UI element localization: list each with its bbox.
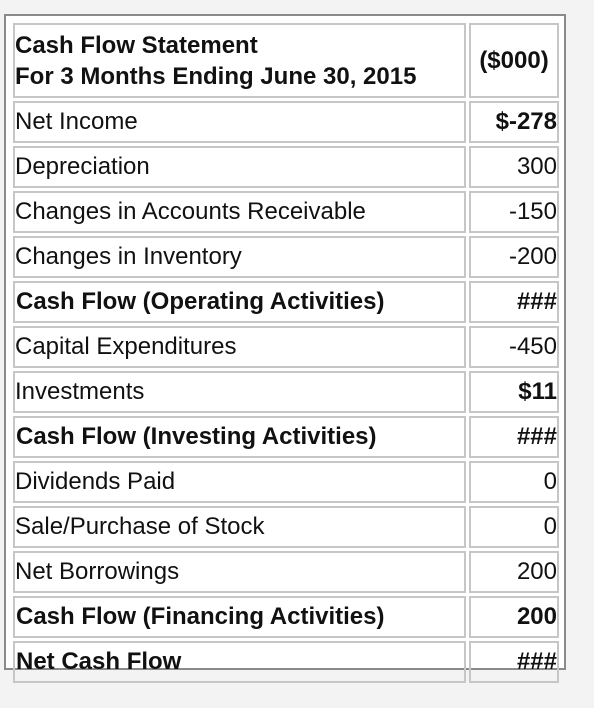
- row-label[interactable]: Dividends Paid: [13, 461, 466, 503]
- row-label[interactable]: Cash Flow (Investing Activities): [13, 416, 466, 458]
- row-value[interactable]: 300: [469, 146, 559, 188]
- row-investments: [13, 371, 559, 413]
- row-inventory: [13, 236, 559, 278]
- row-label[interactable]: Investments: [13, 371, 466, 413]
- statement-title-cell: [13, 23, 466, 98]
- row-label[interactable]: Changes in Inventory: [13, 236, 466, 278]
- row-value[interactable]: 0: [469, 461, 559, 503]
- row-value[interactable]: ###: [469, 416, 559, 458]
- row-value[interactable]: 200: [469, 596, 559, 638]
- row-accounts-receivable: [13, 191, 559, 233]
- row-label[interactable]: Net Income: [13, 101, 466, 143]
- row-label[interactable]: Net Borrowings: [13, 551, 466, 593]
- row-investing-total: [13, 416, 559, 458]
- row-value[interactable]: $11: [469, 371, 559, 413]
- row-operating-total: [13, 281, 559, 323]
- row-stock: [13, 506, 559, 548]
- unit-header: ($000): [469, 23, 559, 98]
- row-label[interactable]: Changes in Accounts Receivable: [13, 191, 466, 233]
- row-value[interactable]: 0: [469, 506, 559, 548]
- statement-period: For 3 Months Ending June 30, 2015: [15, 62, 417, 90]
- cash-flow-table: [10, 20, 562, 686]
- row-label[interactable]: Capital Expenditures: [13, 326, 466, 368]
- row-net-income: [13, 101, 559, 143]
- row-value[interactable]: $-278: [469, 101, 559, 143]
- row-label[interactable]: Cash Flow (Financing Activities): [13, 596, 466, 638]
- statement-title: Cash Flow Statement: [15, 31, 258, 59]
- row-value[interactable]: -150: [469, 191, 559, 233]
- row-label[interactable]: Depreciation: [13, 146, 466, 188]
- row-label[interactable]: Sale/Purchase of Stock: [13, 506, 466, 548]
- table-header-row: [13, 23, 559, 98]
- row-label[interactable]: Net Cash Flow: [13, 641, 466, 683]
- row-depreciation: [13, 146, 559, 188]
- row-value[interactable]: -200: [469, 236, 559, 278]
- row-label[interactable]: Cash Flow (Operating Activities): [13, 281, 466, 323]
- row-value[interactable]: ###: [469, 281, 559, 323]
- row-net-borrowings: [13, 551, 559, 593]
- row-net-cash-flow: [13, 641, 559, 683]
- row-capital-expenditures: [13, 326, 559, 368]
- row-value[interactable]: ###: [469, 641, 559, 683]
- cash-flow-sheet: [4, 14, 566, 675]
- row-value[interactable]: -450: [469, 326, 559, 368]
- row-value[interactable]: 200: [469, 551, 559, 593]
- row-financing-total: [13, 596, 559, 638]
- row-dividends-paid: [13, 461, 559, 503]
